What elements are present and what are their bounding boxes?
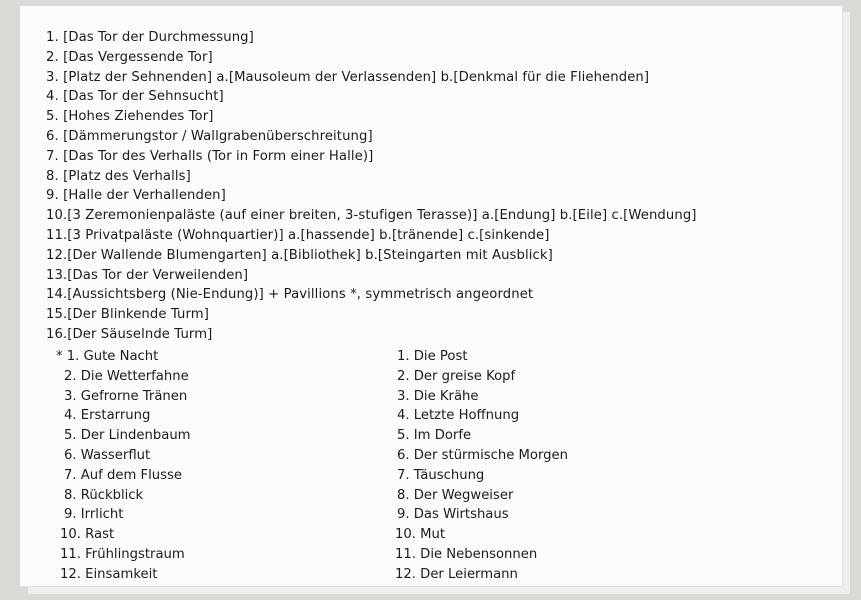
list-item: 16.[Der Säuselnde Turm] [46, 326, 213, 342]
song-item: 9. Irrlicht [64, 507, 124, 523]
numbered-list [46, 28, 836, 345]
song-item: 9. Das Wirtshaus [397, 507, 509, 523]
song-item: 2. Der greise Kopf [397, 368, 516, 384]
list-item: 15.[Der Blinkende Turm] [46, 307, 209, 323]
song-item: 11. Frühlingstraum [60, 546, 185, 562]
list-item: 1. [Das Tor der Durchmessung] [46, 30, 254, 45]
list-item: 2. [Das Vergessende Tor] [46, 49, 213, 65]
song-item: * 1. Gute Nacht [56, 349, 159, 364]
song-item: 6. Der stürmische Morgen [397, 447, 569, 463]
song-item: 10. Rast [60, 527, 115, 543]
song-item: 4. Letzte Hoffnung [397, 408, 520, 424]
song-item: 8. Der Wegweiser [397, 487, 514, 503]
list-item: 6. [Dämmerungstor / Wallgrabenüberschreitung] [46, 128, 373, 144]
song-item: 4. Erstarrung [64, 408, 151, 424]
song-list-right [395, 347, 725, 585]
list-item: 5. [Hohes Ziehendes Tor] [46, 109, 214, 125]
song-item: 5. Im Dorfe [397, 428, 472, 444]
list-item: 14.[Aussichtsberg (Nie-Endung)] + Pavillions *, symmetrisch angeordnet [46, 287, 534, 303]
list-item: 10.[3 Zeremonienpaläste (auf einer breiten, 3-stufigen Terasse)] a.[Endung] b.[Eile] c.[Wendung] [46, 208, 697, 224]
song-item: 7. Auf dem Flusse [64, 467, 182, 483]
song-list-left [56, 347, 386, 585]
song-item: 1. Die Post [397, 349, 468, 364]
song-item: 3. Die Krähe [397, 388, 479, 404]
song-item: 3. Gefrorne Tränen [64, 388, 188, 404]
paper-sheet [20, 6, 843, 587]
list-item: 3. [Platz der Sehnenden] a.[Mausoleum der Verlassenden] b.[Denkmal für die Fliehenden] [46, 69, 650, 85]
song-item: 12. Der Leiermann [395, 566, 518, 582]
list-item: 8. [Platz des Verhalls] [46, 168, 191, 184]
song-item: 11. Die Nebensonnen [395, 546, 538, 562]
song-item: 12. Einsamkeit [60, 566, 158, 582]
list-item: 7. [Das Tor des Verhalls (Tor in Form einer Halle)] [46, 148, 374, 164]
song-item: 6. Wasserflut [64, 447, 151, 463]
list-item: 4. [Das Tor der Sehnsucht] [46, 89, 224, 105]
list-item: 12.[Der Wallende Blumengarten] a.[Bibliothek] b.[Steingarten mit Ausblick] [46, 247, 553, 263]
song-item: 7. Täuschung [397, 467, 485, 483]
song-item: 5. Der Lindenbaum [64, 428, 191, 444]
list-item: 9. [Halle der Verhallenden] [46, 188, 226, 204]
song-item: 10. Mut [395, 527, 446, 543]
song-item: 8. Rückblick [64, 487, 144, 503]
list-item: 11.[3 Privatpaläste (Wohnquartier)] a.[hassende] b.[tränende] c.[sinkende] [46, 227, 550, 243]
list-item: 13.[Das Tor der Verweilenden] [46, 267, 249, 283]
song-item: 2. Die Wetterfahne [64, 368, 189, 384]
